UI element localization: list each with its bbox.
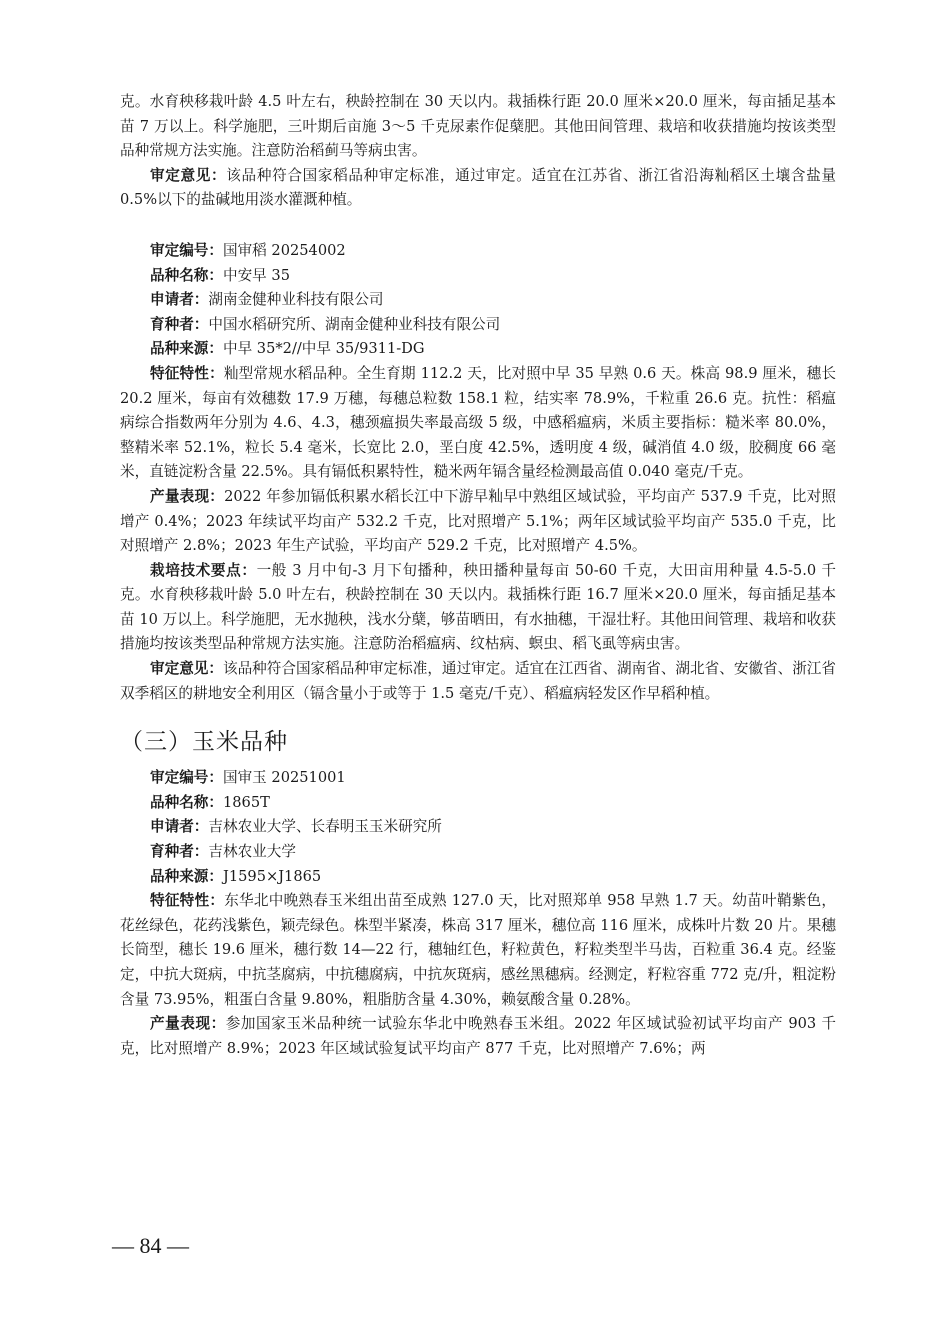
field-breeder — [120, 313, 836, 338]
field-label: 育种者： — [150, 315, 209, 333]
maize-variety-entry — [120, 766, 836, 1061]
field-value: 2022 年参加镉低积累水稻长江中下游早籼早中熟组区域试验，平均亩产 537.9 千克，比对照增产 0.4%；2023 年续试平均亩产 532.2 千克，比对照增产 5.1%；两年区域试验平均亩产 535.0 千克，比对照增产 2.8%；2023 年生产试验，平均亩产 529.2 千克，比对照增产 4.5%。 — [120, 487, 836, 555]
field-value: J1595×J1865 — [222, 867, 322, 885]
rice-variety-entry — [120, 239, 836, 706]
field-yield — [120, 1012, 836, 1061]
field-label: 品种来源： — [150, 867, 223, 885]
field-value: 吉林农业大学 — [208, 843, 296, 861]
field-value: 国审玉 20251001 — [222, 769, 346, 787]
field-value: 籼型常规水稻品种。全生育期 112.2 天，比对照中早 35 早熟 0.6 天。株高 98.9 厘米，穗长 20.2 厘米，每亩有效穗数 17.9 万穗，每穗总粒数 158.1 粒，结实率 78.9%，千粒重 26.6 克。抗性：稻瘟病综合指数两年分别为 4.6、4.3，穗颈瘟损失率最高级 5 级，中感稻瘟病，米质主要指标：糙米率 80.0%，整精米率 52.1%，粒长 5.4 毫米，长宽比 2.0，垩白度 42.5%，透明度 4 级，碱消值 4.0 级，胶稠度 66 毫米，直链淀粉含量 22.5%。具有镉低积累特性，糙米两年镉含量经检测最高值 0.040 毫克/千克。 — [120, 364, 837, 481]
field-label: 品种名称： — [150, 793, 223, 811]
field-value: 吉林农业大学、长春明玉玉米研究所 — [208, 818, 442, 836]
page-number: — 84 — — [112, 1233, 189, 1258]
field-label: 申请者： — [150, 291, 209, 309]
field-label: 育种者： — [150, 843, 209, 861]
field-label: 产量表现： — [150, 487, 225, 505]
field-breeder — [120, 840, 836, 865]
field-value: 1865T — [222, 793, 270, 811]
field-variety-name — [120, 264, 836, 289]
field-label: 产量表现： — [150, 1015, 226, 1033]
field-applicant — [120, 288, 836, 313]
field-variety-name — [120, 791, 836, 816]
field-applicant — [120, 815, 836, 840]
field-label: 特征特性： — [150, 364, 224, 382]
field-value: 参加国家玉米品种统一试验东华北中晚熟春玉米组。2022 年区域试验初试平均亩产 903 千克，比对照增产 8.9%；2023 年区域试验复试平均亩产 877 千克，比对照增产 7.6%；两 — [120, 1015, 836, 1057]
field-label: 申请者： — [150, 818, 209, 836]
field-value: 湖南金健种业科技有限公司 — [208, 291, 384, 309]
section-heading-maize: （三）玉米品种 — [120, 729, 288, 756]
paragraph-cultivation-continued: 克。水育秧移栽叶龄 4.5 叶左右，秧龄控制在 30 天以内。栽插株行距 20.0 厘米×20.0 厘米，每亩插足基本苗 7 万以上。科学施肥，三叶期后亩施 3～5 千克尿素作促蘖肥。其他田间管理、栽培和收获措施均按该类型品种常规方法实施。注意防治稻蓟马等病虫害。 — [120, 93, 836, 160]
field-label: 审定编号： — [150, 241, 223, 259]
field-value: 该品种符合国家稻品种审定标准，通过审定。适宜在江西省、湖南省、湖北省、安徽省、浙江省双季稻区的耕地安全利用区（镉含量小于或等于 1.5 毫克/千克）、稻瘟病轻发区作早稻种植。 — [120, 660, 836, 702]
field-opinion — [120, 657, 836, 706]
field-label: 品种来源： — [150, 340, 223, 358]
field-value: 东华北中晚熟春玉米组出苗至成熟 127.0 天，比对照郑单 958 早熟 1.7 天。幼苗叶鞘紫色，花丝绿色，花药浅紫色，颖壳绿色。株型半紧凑，株高 317 厘米，穗位高 116 厘米，成株叶片数 20 片。果穗长筒型，穗长 19.6 厘米，穗行数 14—22 行，穗轴红色，籽粒黄色，籽粒类型半马齿，百粒重 36.4 克。经鉴定，中抗大斑病，中抗茎腐病，中抗穗腐病，中抗灰斑病，感丝黑穗病。经测定，籽粒容重 772 克/升，粗淀粉含量 73.95%，粗蛋白含量 9.80%，粗脂肪含量 4.30%，赖氨酸含量 0.28%。 — [120, 892, 836, 1008]
field-value: 国审稻 20254002 — [222, 241, 346, 259]
field-label: 栽培技术要点： — [150, 561, 257, 579]
field-yield — [120, 485, 836, 559]
field-value: 该品种符合国家稻品种审定标准，通过审定。适宜在江苏省、浙江省沿海籼稻区土壤含盐量 0.5%以下的盐碱地用淡水灌溉种植。 — [120, 166, 836, 209]
field-source — [120, 337, 836, 362]
field-label: 品种名称： — [150, 266, 223, 284]
field-value: 一般 3 月中旬-3 月下旬播种，秧田播种量每亩 50-60 千克，大田亩用种量 4.5-5.0 千克。水育秧移栽叶龄 5.0 叶左右，秧龄控制在 30 天以内。栽插株行距 16.7 厘米×20.0 厘米，每亩插足基本苗 10 万以上。科学施肥，无水抛秧，浅水分蘖，够苗晒田，有水抽穗，干湿壮籽。其他田间管理、栽培和收获措施均按该类型品种常规方法实施。注意防治稻瘟病、纹枯病、螟虫、稻飞虱等病虫害。 — [120, 561, 836, 653]
field-source — [120, 865, 836, 890]
field-approval-code — [120, 239, 836, 264]
field-approval-code — [120, 766, 836, 791]
field-value: 中国水稻研究所、湖南金健种业科技有限公司 — [208, 315, 501, 333]
document-page — [120, 90, 836, 1061]
field-label: 审定意见： — [150, 166, 227, 184]
field-traits — [120, 362, 836, 485]
field-value: 中安早 35 — [222, 266, 290, 284]
field-label: 审定意见： — [150, 660, 223, 678]
field-label: 特征特性： — [150, 892, 225, 910]
field-label: 审定编号： — [150, 769, 223, 787]
field-value: 中早 35*2//中早 35/9311-DG — [222, 340, 425, 358]
field-cultivation-tech — [120, 559, 836, 657]
field-traits — [120, 889, 836, 1012]
paragraph-opinion — [120, 164, 836, 213]
